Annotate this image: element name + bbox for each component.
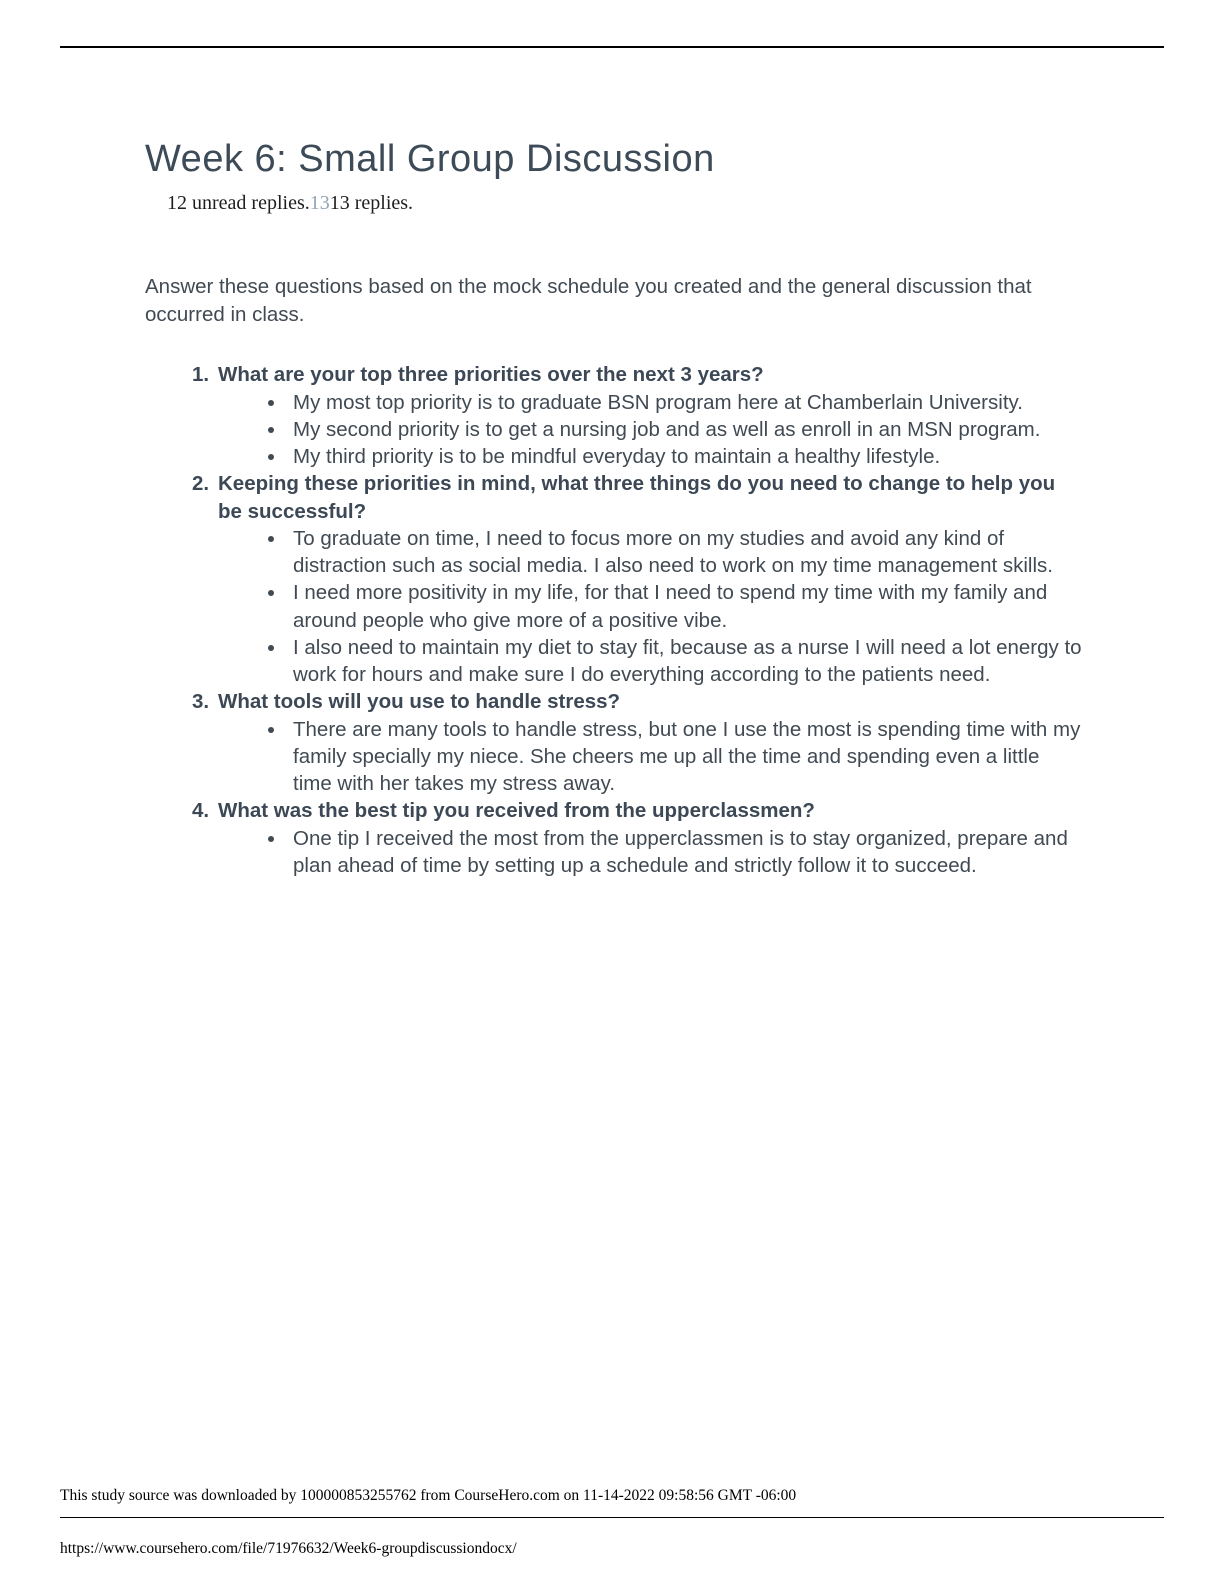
- page-title: Week 6: Small Group Discussion: [145, 138, 715, 180]
- question-number: 4.: [192, 799, 210, 823]
- intro-paragraph: Answer these questions based on the mock schedule you created and the general discussion that occurred in class.: [145, 274, 1032, 326]
- replies-count-muted: 13: [309, 191, 330, 214]
- answer-item: • My most top priority is to graduate BSN program here at Chamberlain University.: [287, 389, 1082, 416]
- answers-list: [192, 716, 1082, 798]
- answer-item: • I also need to maintain my diet to stay fit, because as a nurse I will need a lot energy to work for hours and make sure I do everything according to the patients need.: [287, 634, 1082, 689]
- question-heading: [192, 688, 1082, 715]
- question-number: 3.: [192, 690, 210, 714]
- answers-list: [192, 525, 1082, 689]
- document-content: [145, 138, 1082, 879]
- answer-item: • To graduate on time, I need to focus more on my studies and avoid any kind of distraction such as social media. I also need to work on my time management skills.: [287, 525, 1082, 580]
- answer-item: • One tip I received the most from the upperclassmen is to stay organized, prepare and plan ahead of time by setting up a schedule and strictly follow it to succeed.: [287, 825, 1082, 880]
- bottom-horizontal-rule: [60, 1517, 1164, 1518]
- total-replies-text: 13 replies.: [329, 191, 414, 214]
- question-number: 2.: [192, 472, 210, 496]
- questions-list: [145, 361, 1082, 879]
- footer-source-url: https://www.coursehero.com/file/71976632/Week6-groupdiscussiondocx/: [60, 1540, 517, 1557]
- question-block: [192, 688, 1082, 797]
- question-heading: [192, 797, 1082, 824]
- question-heading: [192, 361, 1082, 388]
- question-block: [192, 797, 1082, 879]
- answer-item: • My third priority is to be mindful everyday to maintain a healthy lifestyle.: [287, 443, 1082, 470]
- footer-download-line: This study source was downloaded by 100000853255762 from CourseHero.com on 11-14-2022 09:58:56 GMT -06:00: [60, 1487, 797, 1504]
- answer-item: • I need more positivity in my life, for that I need to spend my time with my family and around people who give more of a positive vibe.: [287, 579, 1082, 634]
- question-text: What tools will you use to handle stress?: [218, 690, 621, 714]
- question-text: Keeping these priorities in mind, what three things do you need to change to help you be successful?: [218, 472, 1056, 523]
- answer-item: • There are many tools to handle stress, but one I use the most is spending time with my family specially my niece. She cheers me up all the time and spending even a little time with her takes my stress away.: [287, 716, 1082, 798]
- question-block: [192, 470, 1082, 688]
- unread-replies-text: 12 unread replies.: [167, 191, 310, 214]
- top-horizontal-rule: [60, 46, 1164, 48]
- answers-list: [192, 389, 1082, 471]
- replies-summary: [167, 192, 1082, 215]
- answers-list: [192, 825, 1082, 880]
- question-text: What are your top three priorities over the next 3 years?: [218, 363, 764, 387]
- question-heading: [192, 470, 1082, 525]
- question-text: What was the best tip you received from the upperclassmen?: [218, 799, 815, 823]
- question-block: [192, 361, 1082, 470]
- answer-item: • My second priority is to get a nursing job and as well as enroll in an MSN program.: [287, 416, 1082, 443]
- question-number: 1.: [192, 363, 210, 387]
